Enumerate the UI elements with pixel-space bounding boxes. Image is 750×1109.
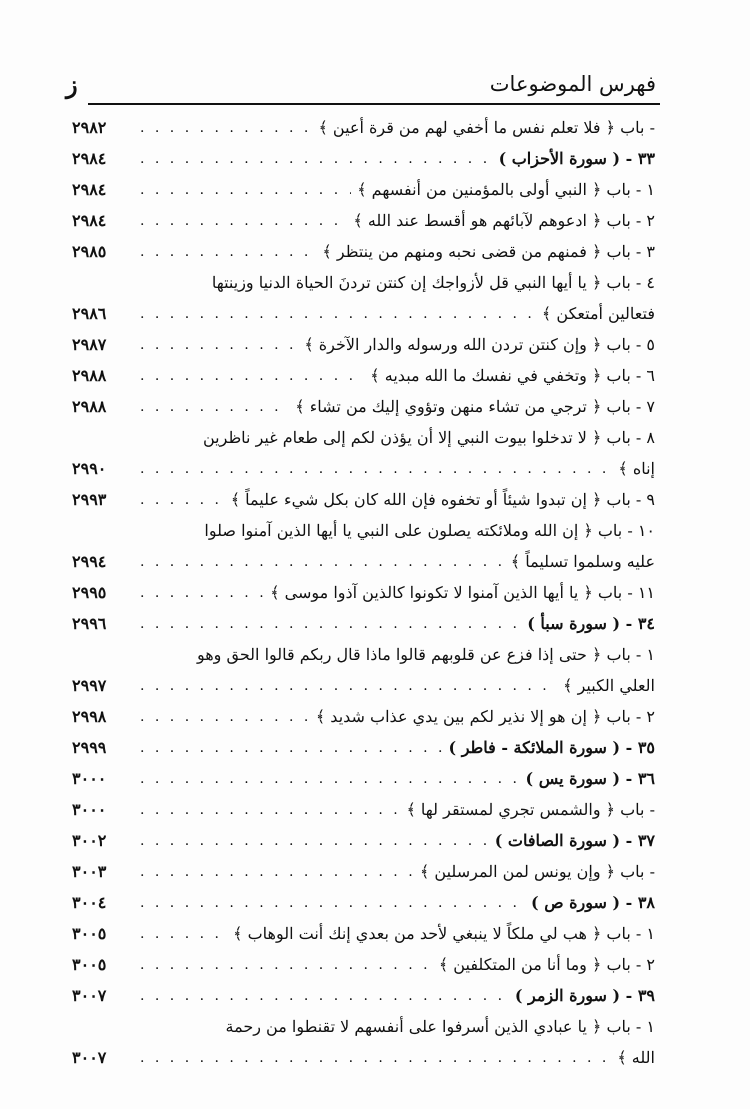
entry-title: - باب ﴿ فلا تعلم نفس ما أخفي لهم من قرة أعين ﴾ (318, 118, 655, 137)
entry-title: إناه ﴾ (618, 459, 655, 478)
entry-page-number: ٣٠٠٧ (72, 986, 107, 1005)
dot-leader (140, 461, 612, 477)
page-number-letter: ز (66, 69, 78, 99)
entry-page-number: ٢٩٨٤ (72, 149, 107, 168)
entry-page-number: ٢٩٩٦ (72, 614, 107, 633)
toc-entry (72, 112, 655, 143)
entry-page-number: ٢٩٩٥ (72, 583, 107, 602)
entry-page-number: ٣٠٠٥ (72, 955, 107, 974)
toc-entry (72, 174, 655, 205)
toc-entry (72, 1011, 655, 1042)
dot-leader (140, 554, 505, 570)
entry-page-number: ٢٩٩٨ (72, 707, 107, 726)
toc-entry (72, 856, 655, 887)
toc-entry (72, 546, 655, 577)
entry-title: ٤ - باب ﴿ يا أيها النبي قل لأزواجك إن كنتن تردنَ الحياة الدنيا وزينتها (211, 273, 655, 292)
dot-leader (140, 399, 289, 415)
toc-entry (72, 918, 655, 949)
entry-page-number: ٣٠٠٧ (72, 1048, 107, 1067)
toc-entry (72, 1042, 655, 1073)
dot-leader (140, 709, 310, 725)
surah-heading: ٣٨ - ( سورة ص ) (531, 893, 655, 912)
surah-heading: ٣٦ - ( سورة يس ) (525, 769, 655, 788)
dot-leader (140, 895, 525, 911)
page-title: فهرس الموضوعات (489, 72, 656, 96)
toc-entry (72, 422, 655, 453)
surah-heading: ٣٤ - ( سورة سبأ ) (527, 614, 655, 633)
toc-entry (72, 236, 655, 267)
entry-page-number: ٢٩٨٢ (72, 118, 107, 137)
dot-leader (140, 740, 443, 756)
dot-leader (140, 616, 521, 632)
dot-leader (140, 833, 489, 849)
toc-entry (72, 670, 655, 701)
dot-leader (140, 771, 520, 787)
entry-page-number: ٢٩٨٤ (72, 180, 107, 199)
toc-entry (72, 794, 655, 825)
entry-title: ١ - باب ﴿ النبي أولى بالمؤمنين من أنفسهم ﴾ (357, 180, 655, 199)
toc-entry (72, 980, 655, 1011)
toc-entry (72, 701, 655, 732)
entry-title: ٩ - باب ﴿ إن تبدوا شيئاً أو تخفوه فإن الله كان بكل شيء عليماً ﴾ (230, 490, 655, 509)
entry-page-number: ٢٩٨٦ (72, 304, 107, 323)
entry-page-number: ٢٩٨٧ (72, 335, 107, 354)
toc-entry (72, 329, 655, 360)
entry-page-number: ٢٩٩٧ (72, 676, 107, 695)
toc-entry (72, 825, 655, 856)
dot-leader (140, 957, 433, 973)
toc-entry (72, 577, 655, 608)
entry-title: ٧ - باب ﴿ ترجي من تشاء منهن وتؤوي إليك من تشاء ﴾ (295, 397, 655, 416)
entry-title: الله ﴾ (617, 1048, 655, 1067)
toc-entry (72, 453, 655, 484)
entry-title: ١٠ - باب ﴿ إن الله وملائكته يصلون على النبي يا أيها الذين آمنوا صلوا (204, 521, 655, 540)
entry-title: ٦ - باب ﴿ وتخفي في نفسك ما الله مبديه ﴾ (370, 366, 655, 385)
dot-leader (140, 337, 298, 353)
toc-entry (72, 205, 655, 236)
entry-page-number: ٣٠٠٥ (72, 924, 107, 943)
entry-page-number: ٣٠٠٣ (72, 862, 107, 881)
toc-entry (72, 143, 655, 174)
dot-leader (140, 1050, 611, 1066)
toc-entry (72, 298, 655, 329)
entry-page-number: ٣٠٠٠ (72, 769, 107, 788)
dot-leader (140, 182, 351, 198)
dot-leader (140, 864, 414, 880)
entry-page-number: ٢٩٩٤ (72, 552, 107, 571)
entry-title: ٢ - باب ﴿ وما أنا من المتكلفين ﴾ (438, 955, 655, 974)
entry-title: ٥ - باب ﴿ وإن كنتن تردن الله ورسوله والدار الآخرة ﴾ (304, 335, 655, 354)
entry-title: ١١ - باب ﴿ يا أيها الذين آمنوا لا تكونوا كالذين آذوا موسى ﴾ (270, 583, 655, 602)
entry-page-number: ٢٩٨٤ (72, 211, 107, 230)
table-of-contents (72, 112, 655, 1073)
entry-page-number: ٣٠٠٤ (72, 893, 107, 912)
surah-heading: ٣٧ - ( سورة الصافات ) (494, 831, 655, 850)
entry-page-number: ٢٩٨٥ (72, 242, 107, 261)
entry-title: العلي الكبير ﴾ (563, 676, 655, 695)
toc-entry (72, 391, 655, 422)
surah-heading: ٣٣ - ( سورة الأحزاب ) (498, 149, 655, 168)
dot-leader (140, 306, 536, 322)
entry-title: عليه وسلموا تسليماً ﴾ (510, 552, 655, 571)
page-header (66, 66, 656, 102)
header-rule (88, 103, 660, 105)
entry-title: - باب ﴿ والشمس تجري لمستقر لها ﴾ (406, 800, 655, 819)
dot-leader (140, 213, 347, 229)
entry-page-number: ٣٠٠٠ (72, 800, 107, 819)
dot-leader (140, 492, 225, 508)
surah-heading: ٣٥ - ( سورة الملائكة - فاطر ) (448, 738, 655, 757)
toc-entry (72, 887, 655, 918)
dot-leader (140, 926, 227, 942)
entry-title: ١ - باب ﴿ هب لي ملكاً لا ينبغي لأحد من بعدي إنك أنت الوهاب ﴾ (233, 924, 655, 943)
toc-entry (72, 639, 655, 670)
entry-title: - باب ﴿ وإن يونس لمن المرسلين ﴾ (419, 862, 655, 881)
entry-title: ٨ - باب ﴿ لا تدخلوا بيوت النبي إلا أن يؤذن لكم إلى طعام غير ناظرين (202, 428, 655, 447)
entry-page-number: ٢٩٩٣ (72, 490, 107, 509)
toc-entry (72, 949, 655, 980)
dot-leader (140, 678, 557, 694)
entry-title: ٢ - باب ﴿ ادعوهم لآبائهم هو أقسط عند الله ﴾ (353, 211, 655, 230)
toc-entry (72, 360, 655, 391)
entry-page-number: ٢٩٨٨ (72, 366, 107, 385)
dot-leader (140, 368, 364, 384)
dot-leader (140, 585, 264, 601)
dot-leader (140, 244, 316, 260)
entry-page-number: ٢٩٩٩ (72, 738, 107, 757)
toc-entry (72, 484, 655, 515)
toc-entry (72, 763, 655, 794)
entry-page-number: ٢٩٩٠ (72, 459, 107, 478)
dot-leader (140, 802, 400, 818)
entry-title: فتعالين أمتعكن ﴾ (541, 304, 655, 323)
dot-leader (140, 151, 493, 167)
entry-page-number: ٢٩٨٨ (72, 397, 107, 416)
entry-title: ٢ - باب ﴿ إن هو إلا نذير لكم بين يدي عذاب شديد ﴾ (315, 707, 655, 726)
entry-page-number: ٣٠٠٢ (72, 831, 107, 850)
entry-title: ١ - باب ﴿ يا عبادي الذين أسرفوا على أنفسهم لا تقنطوا من رحمة (225, 1017, 655, 1036)
entry-title: ١ - باب ﴿ حتى إذا فزع عن قلوبهم قالوا ماذا قال ربكم قالوا الحق وهو (196, 645, 655, 664)
surah-heading: ٣٩ - ( سورة الزمر ) (514, 986, 655, 1005)
toc-entry (72, 515, 655, 546)
toc-entry (72, 732, 655, 763)
dot-leader (140, 120, 312, 136)
dot-leader (140, 988, 509, 1004)
toc-entry (72, 267, 655, 298)
toc-entry (72, 608, 655, 639)
entry-title: ٣ - باب ﴿ فمنهم من قضى نحبه ومنهم من ينتظر ﴾ (322, 242, 655, 261)
